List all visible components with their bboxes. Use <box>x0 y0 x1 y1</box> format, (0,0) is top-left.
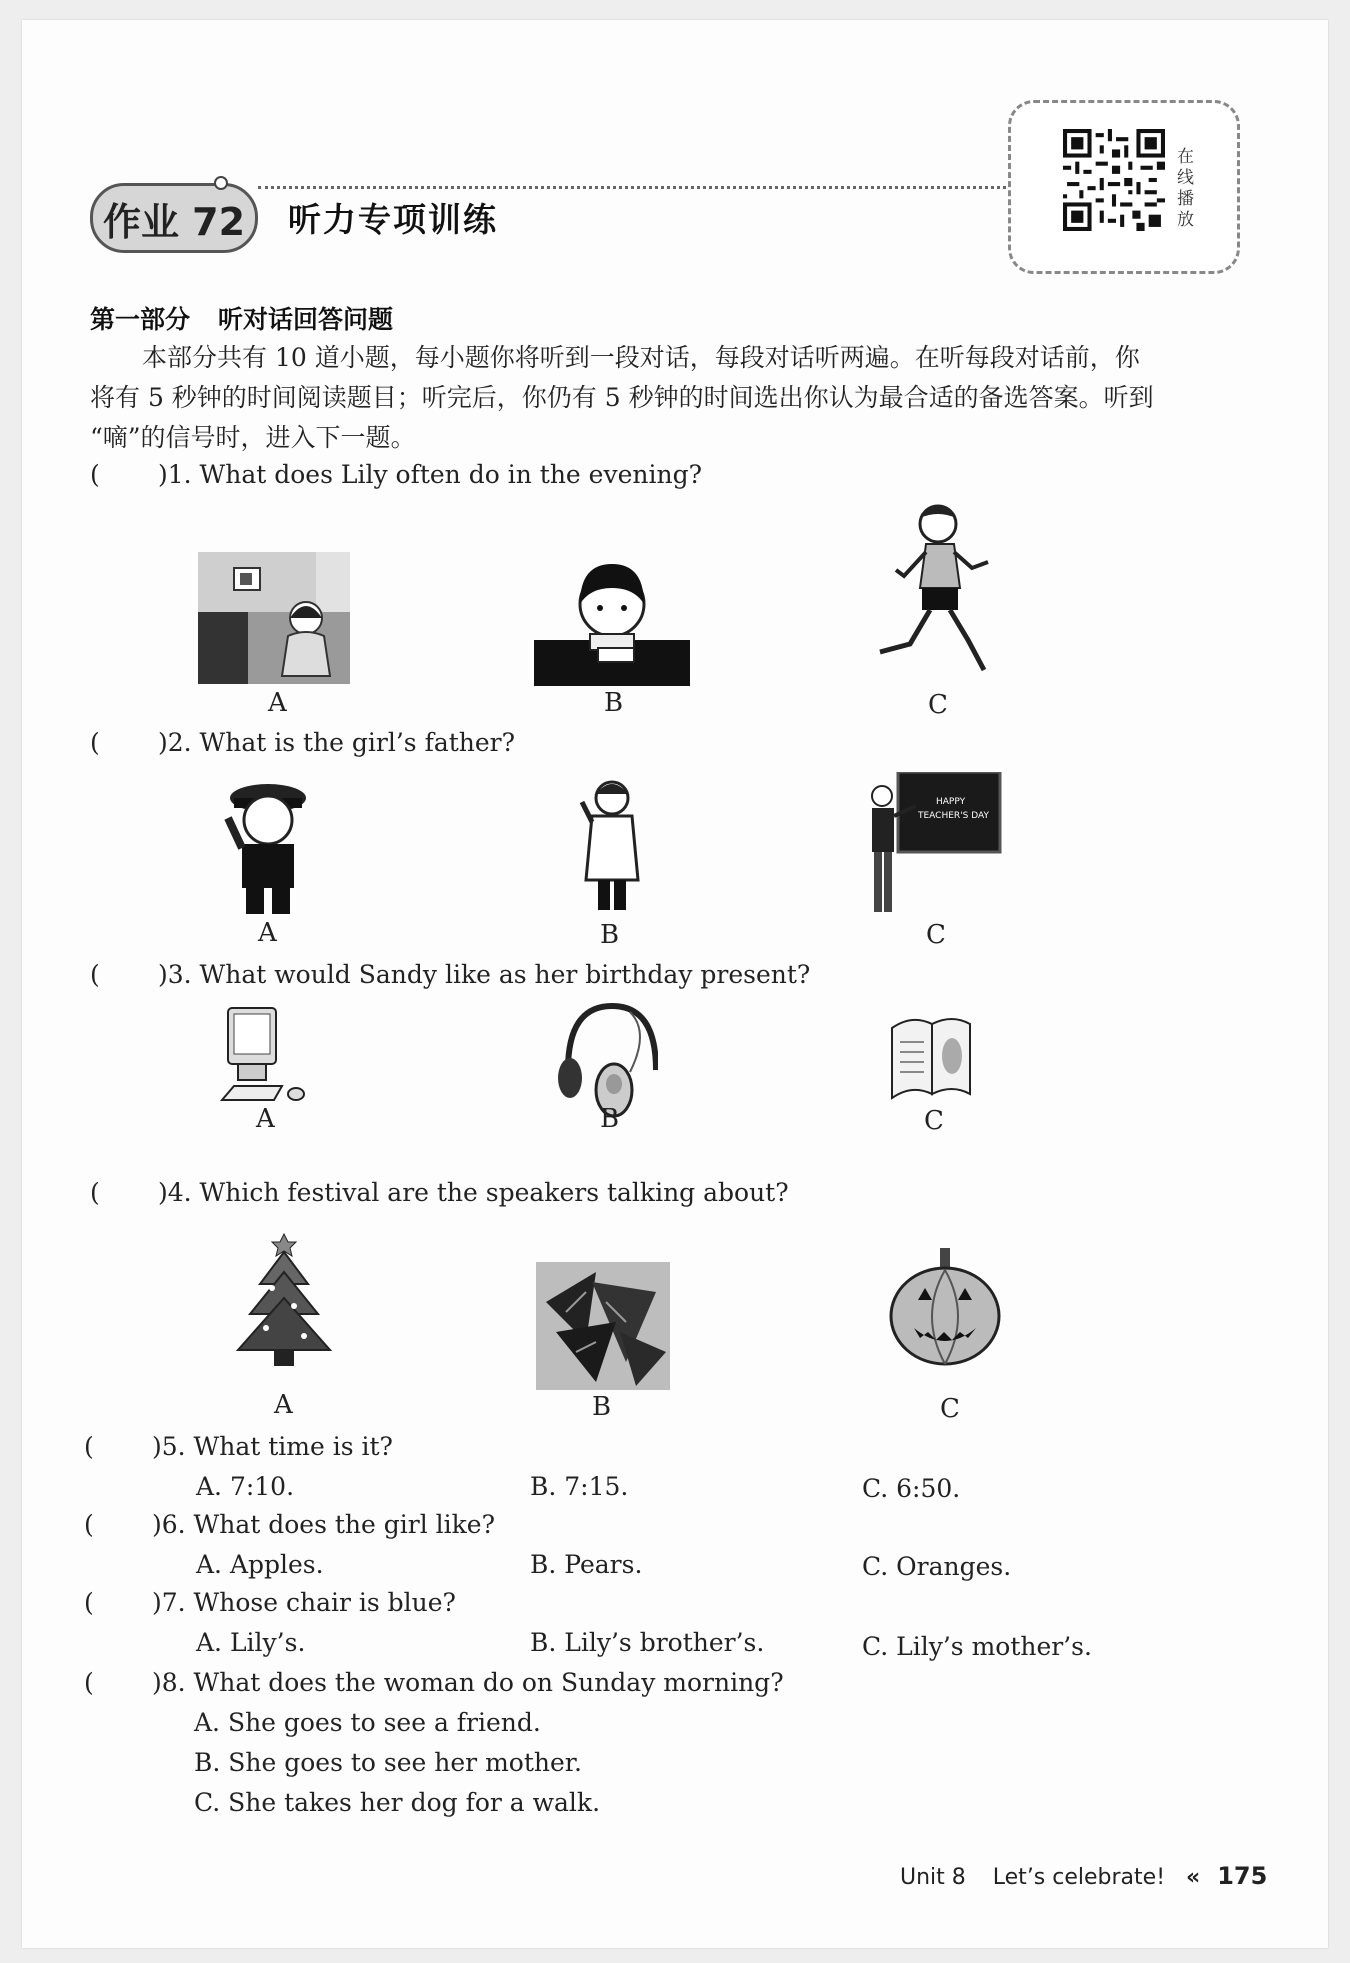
question-4 <box>90 1178 789 1207</box>
section-heading <box>90 300 421 336</box>
page-title: 听力专项训练 <box>288 200 498 239</box>
qr-code-icon[interactable] <box>1063 129 1165 231</box>
question-6 <box>84 1510 495 1539</box>
option-a[interactable]: A. 7:10. <box>196 1472 295 1501</box>
computer-picture <box>218 1004 312 1114</box>
qr-label: 在线播放 <box>1177 147 1194 230</box>
option-a[interactable]: A. She goes to see a friend. <box>194 1708 541 1737</box>
chevron-left-icon: « <box>1186 1865 1201 1890</box>
option-label: C <box>940 1394 960 1424</box>
girl-writing-picture <box>534 560 690 686</box>
option-b[interactable]: B. Lily’s brother’s. <box>530 1628 765 1657</box>
question-3 <box>90 960 810 989</box>
answer-blank[interactable]: ( <box>90 960 100 989</box>
page-footer <box>900 1862 1267 1890</box>
option-b[interactable]: B. She goes to see her mother. <box>194 1748 582 1777</box>
option-label: C <box>924 1106 944 1136</box>
question-text: )4. Which festival are the speakers talking about? <box>158 1178 789 1207</box>
question-text: )6. What does the girl like? <box>152 1510 495 1539</box>
question-text: )8. What does the woman do on Sunday morning? <box>152 1668 784 1697</box>
badge-ring-decoration <box>214 176 228 190</box>
question-8 <box>84 1668 784 1697</box>
answer-blank[interactable]: ( <box>90 1178 100 1207</box>
answer-blank[interactable]: ( <box>84 1510 94 1539</box>
option-label: A <box>256 1104 275 1134</box>
answer-blank[interactable]: ( <box>84 1588 94 1617</box>
answer-blank[interactable]: ( <box>90 460 100 489</box>
option-label: B <box>600 920 620 950</box>
option-label: B <box>592 1392 612 1422</box>
unit-label: Unit 8 <box>900 1865 966 1890</box>
option-b[interactable]: B. Pears. <box>530 1550 643 1579</box>
book-picture <box>888 1008 974 1104</box>
christmas-tree-picture <box>232 1228 336 1368</box>
question-text: )7. Whose chair is blue? <box>152 1588 456 1617</box>
answer-blank[interactable]: ( <box>84 1668 94 1697</box>
option-label: C <box>926 920 946 950</box>
option-c[interactable]: C. 6:50. <box>862 1474 961 1503</box>
answer-blank[interactable]: ( <box>90 728 100 757</box>
instructions-line: 将有 5 秒钟的时间阅读题目；听完后，你仍有 5 秒钟的时间选出你认为最合适的备选答案。听到 <box>90 383 1154 412</box>
option-label: A <box>268 688 287 718</box>
option-c[interactable]: C. She takes her dog for a walk. <box>194 1788 601 1817</box>
zongzi-picture <box>536 1262 670 1390</box>
section-number: 第一部分 <box>90 305 191 334</box>
girl-on-sofa-picture <box>198 552 350 684</box>
pumpkin-picture <box>886 1244 1004 1368</box>
question-7 <box>84 1588 456 1617</box>
question-5 <box>84 1432 393 1461</box>
policeman-picture <box>220 780 312 916</box>
instructions-line: 本部分共有 10 道小题，每小题你将听到一段对话，每段对话听两遍。在听每段对话前，你 <box>142 343 1140 372</box>
option-label: B <box>604 688 624 718</box>
instructions-line: “嘀”的信号时，进入下一题。 <box>90 423 416 452</box>
header-dotted-rule <box>258 186 1006 189</box>
option-label: A <box>274 1390 293 1420</box>
homework-number-badge: 作业 72 <box>90 183 258 253</box>
question-1 <box>90 460 702 489</box>
option-a[interactable]: A. Apples. <box>196 1550 324 1579</box>
question-2 <box>90 728 515 757</box>
question-text: )1. What does Lily often do in the evening? <box>158 460 702 489</box>
section-instructions <box>90 338 1250 458</box>
blackboard-text: HAPPY <box>936 797 966 807</box>
section-name: 听对话回答问题 <box>218 305 394 334</box>
blackboard-text: TEACHER'S DAY <box>918 811 989 821</box>
unit-title: Let’s celebrate! <box>992 1865 1166 1890</box>
answer-blank[interactable]: ( <box>84 1432 94 1461</box>
option-c[interactable]: C. Oranges. <box>862 1552 1012 1581</box>
option-a[interactable]: A. Lily’s. <box>196 1628 306 1657</box>
question-text: )2. What is the girl’s father? <box>158 728 516 757</box>
page-number: 175 <box>1217 1862 1268 1890</box>
option-label: B <box>600 1104 620 1134</box>
option-b[interactable]: B. 7:15. <box>530 1472 629 1501</box>
teacher-picture <box>866 772 1002 916</box>
option-label: C <box>928 690 948 720</box>
option-label: A <box>258 918 277 948</box>
option-c[interactable]: C. Lily’s mother’s. <box>862 1632 1092 1661</box>
question-text: )3. What would Sandy like as her birthday present? <box>158 960 811 989</box>
question-text: )5. What time is it? <box>152 1432 393 1461</box>
doctor-picture <box>574 776 646 916</box>
qr-code-panel[interactable] <box>1008 100 1240 274</box>
girl-running-picture <box>866 496 1006 686</box>
